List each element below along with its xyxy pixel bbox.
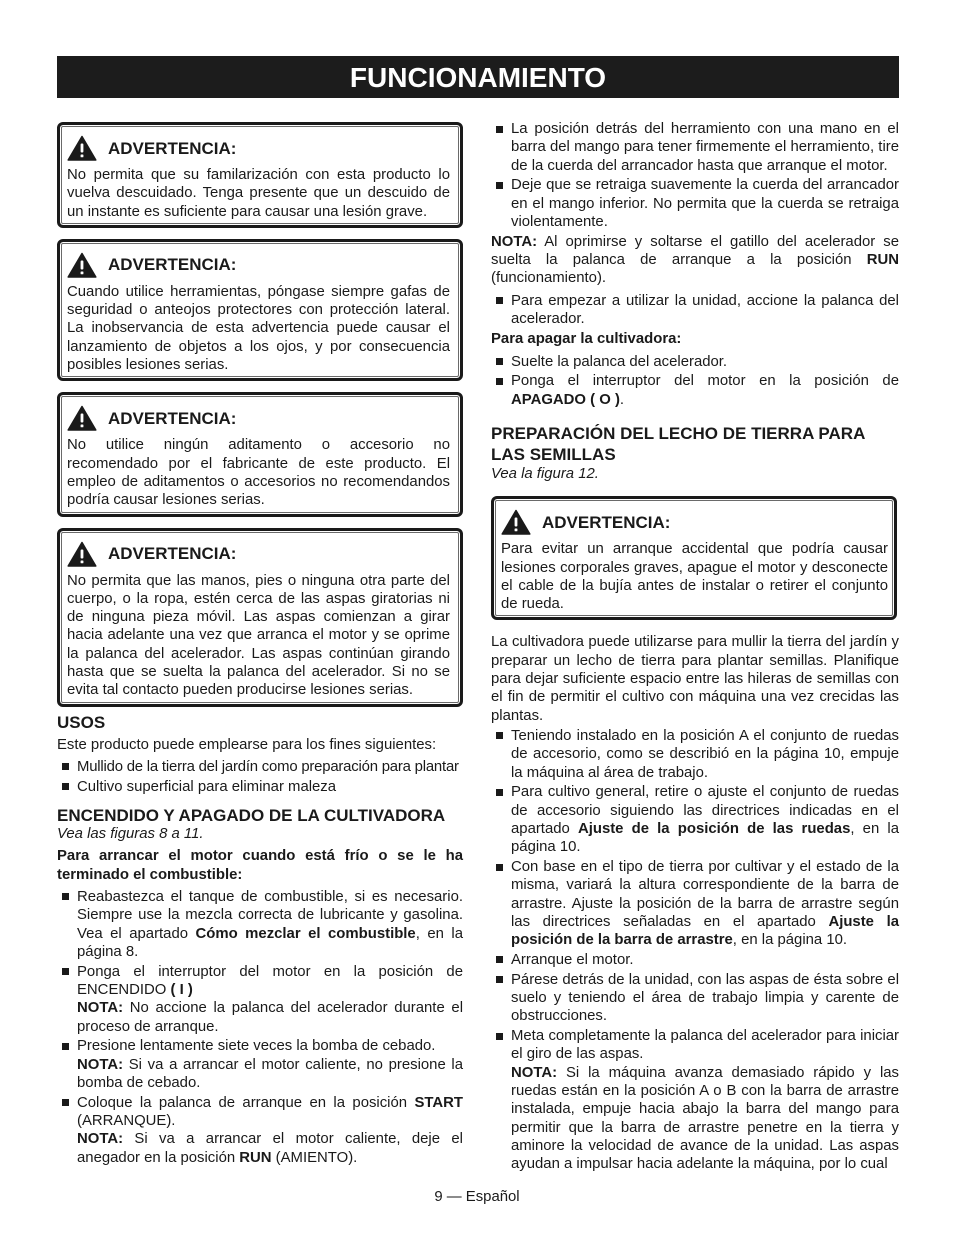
text-run: Ponga el interruptor del motor en la posición de <box>511 373 899 390</box>
list-item-text <box>77 778 463 796</box>
bullet-square-icon <box>62 783 69 790</box>
list-item-text <box>77 758 463 776</box>
bullet-square-icon <box>496 358 503 365</box>
warning-triangle-icon <box>67 541 97 567</box>
bullet-square-icon <box>496 1033 503 1040</box>
list-item <box>491 353 899 371</box>
bullet-square-icon <box>62 968 69 975</box>
bullet-square-icon <box>496 789 503 796</box>
list-item-note <box>77 1056 463 1093</box>
bold-run: RUN <box>239 1149 272 1166</box>
text-run: Arranque el motor. <box>511 951 634 968</box>
section-heading-preparacion: PREPARACIÓN DEL LECHO DE TIERRA PARA LAS SEMILLAS <box>491 423 865 464</box>
text-run: Mullido de la tierra del jardín como preparación para plantar <box>77 758 459 775</box>
list-item <box>57 758 463 776</box>
text-run: Cultivo superficial para eliminar maleza <box>77 778 337 795</box>
bullet-square-icon <box>62 893 69 900</box>
bold-run: Cómo mezclar el combustible <box>195 925 416 942</box>
warning-box <box>57 528 463 707</box>
warning-text: No utilice ningún aditamento o accesorio no recomendado por el fabricante de este producto. El empleo de aditamentos o accesorios no recomendandos podría causar lesiones serias. <box>67 437 450 509</box>
stop-steps-list <box>491 353 899 409</box>
text-run: Para cultivo general, retire o ajuste el conjunto de ruedas de accesorio siguiendo las directrices indicadas en el apartado <box>511 784 899 837</box>
warning-text: Cuando utilice herramientas, póngase siempre gafas de seguridad o anteojos protectores con protección lateral. La inobservancia de esta advertencia puede causar el lanzamiento de objetos a los ojos, y por consecuencia posibles lesiones serias. <box>67 283 450 374</box>
bold-run: RUN <box>866 252 899 269</box>
text-run: . <box>619 391 625 408</box>
warning-text: No permita que las manos, pies o ninguna otra parte del cuerpo, o la ropa, estén cerca de las aspas giratorias ni de ninguna pieza móvil. Las aspas comienzan a girar hacia adelante una vez que arranca el motor y se oprime la palanca del acelerador. Las aspas continúan girando hasta que se suelta la palanca del acelerador. Si no se evita tal contacto pueden producirse lesiones serias. <box>67 572 450 699</box>
bullet-square-icon <box>62 763 69 770</box>
text-run: Párese detrás de la unidad, con las aspas de ésta sobre el suelo y teniendo el área de trabajo limpia y carente de obstrucciones. <box>511 971 899 1025</box>
bullet-square-icon <box>62 1043 69 1050</box>
bullet-square-icon <box>496 182 503 189</box>
bullet-square-icon <box>496 126 503 133</box>
list-item <box>491 1027 899 1173</box>
pull-start-list <box>491 120 899 231</box>
warning-text: Para evitar un arranque accidental que podría causar lesiones corporales graves, apague el motor y desconecte el cable de la bujía antes de instalar o retirer el conjunto de rueda. <box>501 541 888 613</box>
bullet-square-icon <box>62 1099 69 1106</box>
right-column <box>491 120 899 1175</box>
bold-run: APAGADO ( O ) <box>511 391 620 408</box>
warning-header <box>67 252 450 278</box>
warning-title: ADVERTENCIA: <box>542 512 671 532</box>
page-footer: 9 — Español <box>434 1189 520 1205</box>
text-run: Para empezar a utilizar la unidad, accione la palanca del acelerador. <box>511 292 899 327</box>
list-item-text <box>511 372 899 409</box>
list-item-note <box>77 1130 463 1167</box>
warning-box <box>57 239 463 381</box>
text-run: Deje que se retraiga suavemente la cuerda del arrancador en el mango inferior. No permita que la cuerda se retraiga violentamente. <box>511 177 899 230</box>
bold-run: Ajuste de la posición de las ruedas <box>577 820 851 837</box>
prep-intro: La cultivadora puede utilizarse para mullir la tierra del jardín y preparar un lecho de tierra para plantar semillas. Planifique para dejar suficiente espacio entre las hileras de semillas con el fin de permitir el cultivo con máquina una vez crecidas las plantas. <box>491 634 899 724</box>
list-item <box>57 1037 463 1092</box>
text-run: (ARRANQUE). <box>77 1112 176 1129</box>
list-item-text <box>511 783 899 856</box>
list-item <box>57 1094 463 1167</box>
list-item <box>57 963 463 1036</box>
list-item-note <box>511 1064 899 1174</box>
text-run: La posición detrás del herramiento con una mano en el barra del mango para tener firmemente el herramiento, tire de la cuerda del arrancador hasta que arranque el motor. <box>511 121 899 174</box>
text-run: Suelte la palanca del acelerador. <box>511 353 728 370</box>
usos-list <box>57 758 463 796</box>
warning-header <box>67 405 450 431</box>
list-item <box>491 971 899 1026</box>
warning-triangle-icon <box>67 252 97 278</box>
list-item-text <box>511 176 899 231</box>
warning-title: ADVERTENCIA: <box>108 544 237 564</box>
text-run: Al oprimirse y soltarse el gatillo del acelerador se suelta la palanca de arranque a la posición <box>491 233 899 269</box>
text-run: , en la página 8. <box>77 925 463 960</box>
warning-box <box>491 496 897 620</box>
list-item <box>491 727 899 782</box>
bold-run: NOTA: <box>77 1131 124 1148</box>
warning-box <box>57 392 463 516</box>
bold-run: NOTA: <box>491 233 538 250</box>
list-item-text <box>511 727 899 782</box>
warning-title: ADVERTENCIA: <box>108 408 237 428</box>
stop-heading: Para apagar la cultivadora: <box>491 331 682 348</box>
throttle-note <box>491 233 899 288</box>
figure-reference: Vea las figuras 8 a 11. <box>57 826 204 843</box>
text-run: , en la página 10. <box>511 820 899 856</box>
text-run: Reabastezca el tanque de combustible, si es necesario. Siempre use la mezcla correcta de lubricante y gasolina. Vea el apartado <box>77 888 463 942</box>
bold-run: START <box>414 1094 463 1111</box>
bullet-square-icon <box>496 297 503 304</box>
bold-run: NOTA: <box>77 1056 124 1073</box>
list-item-note <box>77 999 463 1036</box>
use-unit-list <box>491 292 899 329</box>
usos-intro: Este producto puede emplearse para los fines siguientes: <box>57 736 437 753</box>
warning-title: ADVERTENCIA: <box>108 255 237 275</box>
list-item <box>57 778 463 796</box>
text-run: (funcionamiento). <box>491 270 607 287</box>
bold-run: NOTA: <box>77 1000 124 1017</box>
warning-header <box>67 541 450 567</box>
list-item-text <box>511 951 899 969</box>
warning-triangle-icon <box>501 509 531 535</box>
warning-header <box>67 135 450 161</box>
warning-triangle-icon <box>67 135 97 161</box>
list-item-text <box>511 1027 899 1064</box>
text-run: No accione la palanca del acelerador durante el proceso de arranque. <box>77 1000 463 1035</box>
text-run: Presione lentamente siete veces la bomba de cebado. <box>77 1038 436 1055</box>
warning-text: No permita que su familarización con esta producto lo vuelva descuidado. Tenga presente que un descuido de un instante es suficiente para causar una lesión grave. <box>67 167 450 220</box>
list-item <box>491 120 899 175</box>
bold-run: NOTA: <box>511 1064 558 1081</box>
bullet-square-icon <box>496 956 503 963</box>
text-run: Con base en el tipo de tierra por cultivar y el estado de la misma, variará la altura correspondiente de la barra de arrastre. Ajuste la posición de la barra de arrastre según las directrices señaladas en el apartado <box>511 859 899 930</box>
text-run: Si va a arrancar el motor caliente, deje el anegador en la posición <box>77 1131 463 1166</box>
list-item-text <box>77 1037 463 1055</box>
warning-box <box>57 122 463 228</box>
bold-run: ( I ) <box>170 981 193 998</box>
bullet-square-icon <box>496 864 503 871</box>
warning-title: ADVERTENCIA: <box>108 138 237 158</box>
list-item <box>491 858 899 949</box>
list-item-text <box>511 858 899 949</box>
list-item-text <box>511 971 899 1026</box>
section-heading-usos: USOS <box>57 712 106 732</box>
list-item <box>491 783 899 856</box>
bold-run: Ajuste la posición de la barra de arrastre <box>511 913 899 949</box>
text-run: Coloque la palanca de arranque en la posición <box>77 1094 415 1111</box>
page-title: FUNCIONAMIENTO <box>57 56 899 98</box>
left-column <box>57 122 463 1168</box>
warning-triangle-icon <box>67 405 97 431</box>
text-run: , en la página 10. <box>732 932 848 949</box>
text-run: Meta completamente la palanca del acelerador para iniciar el giro de las aspas. <box>511 1028 899 1063</box>
list-item-text <box>511 292 899 329</box>
list-item <box>491 176 899 231</box>
list-item <box>491 372 899 409</box>
start-steps-list <box>57 888 463 1167</box>
list-item-text <box>511 120 899 175</box>
bullet-square-icon <box>496 378 503 385</box>
section-heading-encendido: ENCENDIDO Y APAGADO DE LA CULTIVADORA <box>57 806 446 826</box>
bullet-square-icon <box>496 732 503 739</box>
list-item-text <box>511 353 899 371</box>
text-run: Ponga el interruptor del motor en la posición de ENCENDIDO <box>77 963 463 998</box>
list-item <box>57 888 463 961</box>
list-item-text <box>77 963 463 1000</box>
text-run: (AMIENTO). <box>271 1149 358 1166</box>
list-item-text <box>77 1094 463 1131</box>
list-item-text <box>77 888 463 961</box>
warning-header <box>501 509 888 535</box>
list-item <box>491 292 899 329</box>
figure-reference: Vea la figura 12. <box>491 465 599 482</box>
list-item <box>491 951 899 969</box>
cold-start-heading: Para arrancar el motor cuando está frío o se le ha terminado el combustible: <box>57 848 463 883</box>
text-run: Si va a arrancar el motor caliente, no presione la bomba de cebado. <box>77 1056 463 1091</box>
text-run: Si la máquina avanza demasiado rápido y las ruedas están en la posición A o B con la barra de arrastre instalada, empuje hacia abajo la barra del mango para permitir que la barra de arrastre penetre en la tierra y aminore la velocidad de avance de la unidad. Las aspas ayudan a impulsar hacia adelante la máquina, por lo cual <box>511 1064 899 1173</box>
bullet-square-icon <box>496 976 503 983</box>
prep-steps-list <box>491 727 899 1174</box>
text-run: Teniendo instalado en la posición A el conjunto de ruedas de accesorio, como se describió en la página 10, empuje la máquina al área de trabajo. <box>511 727 899 781</box>
